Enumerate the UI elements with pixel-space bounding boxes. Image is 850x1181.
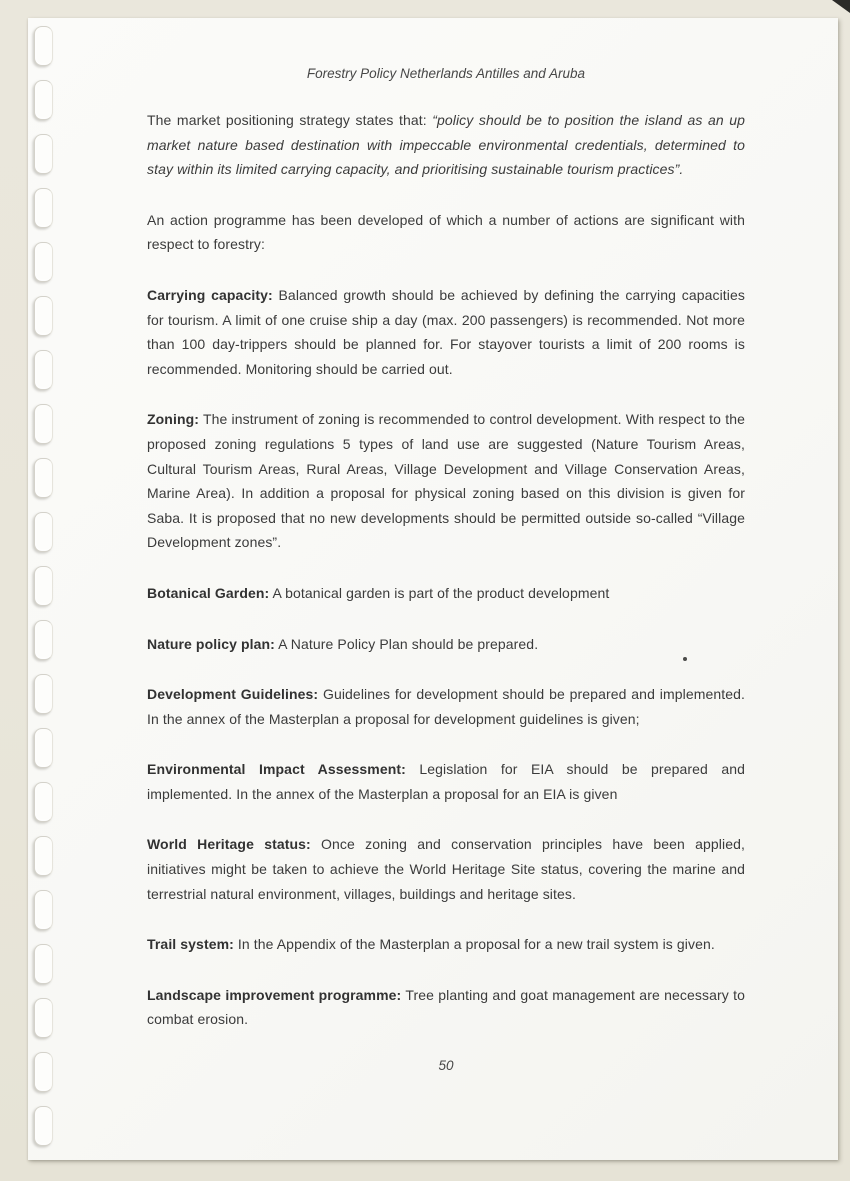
paragraph-lead: Zoning: xyxy=(147,411,200,428)
binding-hole xyxy=(34,836,53,876)
paragraph-text: The instrument of zoning is recommended to control development. With respect to the proposed zoning regulations 5 types of land use are suggested (Nature Tourism Areas, Cultural Tourism Areas, Rural Areas, Village Development and Village Conservation Areas, Marine Area). In addition a proposal for physical zoning based on this division is given for Saba. It is proposed that no new developments should be permitted outside so-called “Village Development zones”. xyxy=(147,411,745,551)
document-page xyxy=(28,18,838,1160)
binding-hole xyxy=(34,26,53,66)
ink-dot-artifact xyxy=(683,657,687,661)
paragraph-action-programme xyxy=(147,208,745,257)
paragraph-lead: Environmental Impact Assessment: xyxy=(147,761,406,778)
paragraph-text: The market positioning strategy states that: xyxy=(147,112,433,128)
paragraph-zoning xyxy=(147,407,745,555)
binding-hole xyxy=(34,404,53,444)
binding-hole xyxy=(34,998,53,1038)
running-header: Forestry Policy Netherlands Antilles and Aruba xyxy=(306,66,586,81)
binding-hole xyxy=(34,1052,53,1092)
binding-hole xyxy=(34,566,53,606)
page-number: 50 xyxy=(438,1058,454,1074)
paragraph-nature-policy-plan xyxy=(147,632,745,657)
paragraph-lead: Carrying capacity: xyxy=(147,286,273,303)
binding-hole xyxy=(34,890,53,930)
paragraph-lead: Landscape improvement programme: xyxy=(147,986,402,1003)
binding-hole xyxy=(34,782,53,822)
paragraph-text: An action programme has been developed of which a number of actions are significant with respect to forestry: xyxy=(147,211,745,253)
binding-hole xyxy=(34,296,53,336)
paragraph-trail-system xyxy=(147,932,745,957)
paragraph-text: Guidelines for development should be prepared and implemented. In the annex of the Masterplan a proposal for development guidelines is given; xyxy=(147,686,745,727)
paragraph-text: Balanced growth should be achieved by defining the carrying capacities for tourism. A limit of one cruise ship a day (max. 200 passengers) is recommended. Not more than 100 day-trippers should be planned for. For stayover tourists a limit of 200 rooms is recommended. Monitoring should be carried out. xyxy=(147,286,745,377)
paragraph-text: Legislation for EIA should be prepared and implemented. In the annex of the Masterplan a proposal for an EIA is given xyxy=(147,761,746,802)
binding-hole xyxy=(34,728,53,768)
paragraph-landscape-improvement xyxy=(147,983,745,1032)
paragraph-text: A Nature Policy Plan should be prepared. xyxy=(274,635,539,652)
paragraph-market-positioning xyxy=(147,108,745,182)
paragraph-lead: Development Guidelines: xyxy=(147,686,319,703)
paragraph-text: A botanical garden is part of the product development xyxy=(269,584,610,601)
paragraph-text: In the Appendix of the Masterplan a proposal for a new trail system is given. xyxy=(233,936,715,953)
binding-hole xyxy=(34,80,53,120)
paragraph-lead: Trail system: xyxy=(147,936,234,953)
scan-corner-artifact xyxy=(832,0,850,13)
binding-hole xyxy=(34,674,53,714)
binding-hole xyxy=(34,1106,53,1146)
paragraph-text: Tree planting and goat management are necessary to combat erosion. xyxy=(147,986,745,1028)
paragraph-carrying-capacity xyxy=(147,283,745,381)
paragraph-lead: World Heritage status: xyxy=(147,836,311,853)
binding-hole xyxy=(34,512,53,552)
binding-hole xyxy=(34,188,53,228)
binding-hole xyxy=(34,620,53,660)
binding-hole xyxy=(34,458,53,498)
paragraph-botanical-garden xyxy=(147,581,745,606)
paragraph-text: Once zoning and conservation principles have been applied, initiatives might be taken to achieve the World Heritage Site status, covering the marine and terrestrial natural environment, villages, buildings and heritage sites. xyxy=(147,836,745,902)
paragraph-world-heritage-status xyxy=(147,832,745,906)
quote-text: “policy should be to position the island as an up market nature based destination with impeccable environmental credentials, determined to stay within its limited carrying capacity, and prioritising sustainable tourism practices”. xyxy=(147,112,746,178)
paragraph-development-guidelines xyxy=(147,682,745,731)
binding-hole xyxy=(34,134,53,174)
binding-hole xyxy=(34,242,53,282)
binding-hole xyxy=(34,350,53,390)
binding-hole xyxy=(34,944,53,984)
paragraph-lead: Nature policy plan: xyxy=(147,635,275,652)
paragraph-lead: Botanical Garden: xyxy=(147,584,270,601)
paragraph-environmental-impact-assessment xyxy=(147,757,745,806)
